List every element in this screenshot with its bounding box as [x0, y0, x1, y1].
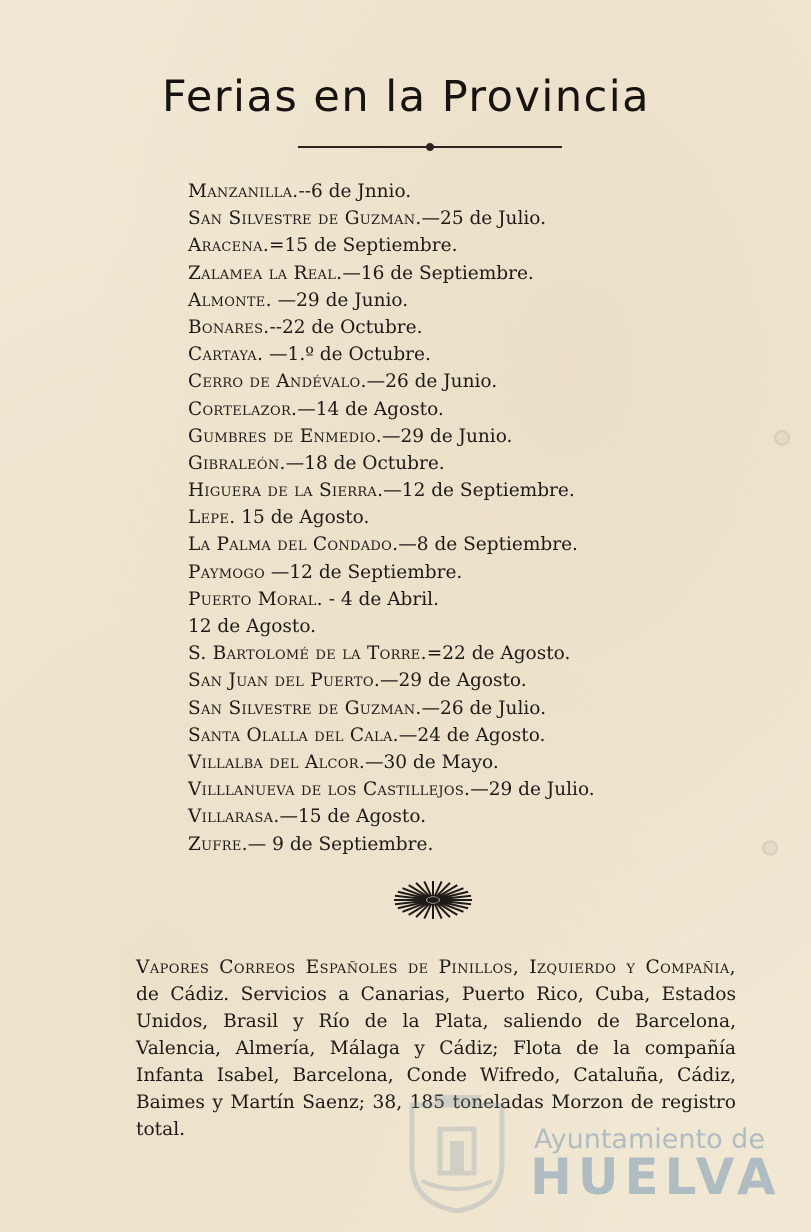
fair-entry [188, 477, 748, 504]
fair-date: —8 de Septiembre. [398, 534, 578, 556]
fair-place: San Silvestre de Guzman. [188, 697, 422, 719]
fair-entry [188, 178, 748, 205]
fair-date: —15 de Agosto. [279, 806, 427, 828]
fair-place: Zufre. [188, 833, 248, 855]
binding-hole-top [776, 432, 788, 444]
fair-place: Villalba del Alcor. [188, 751, 365, 773]
fair-date: —12 de Septiembre. [383, 480, 575, 502]
fair-entry [188, 314, 748, 341]
fair-entry [188, 396, 748, 423]
fair-entry [188, 504, 748, 531]
fair-entry [188, 586, 748, 613]
fair-entry [188, 667, 748, 694]
fair-place: Bonares. [188, 316, 270, 338]
fair-date: —26 de Julio. [421, 697, 546, 719]
fair-date: —12 de Septiembre. [265, 561, 463, 583]
fair-place: Cortelazor. [188, 398, 298, 420]
fair-date: —29 de Julio. [470, 779, 595, 801]
fair-entry [188, 803, 748, 830]
watermark-line-1: Ayuntamiento de [534, 1124, 765, 1155]
fair-date: --22 de Octubre. [269, 316, 423, 338]
fair-place: Cerro de Andévalo. [188, 371, 367, 393]
fair-date: =15 de Septiembre. [269, 235, 458, 257]
fair-entry [188, 559, 748, 586]
fair-entry [188, 368, 748, 395]
fair-place: San Silvestre de Guzman. [188, 208, 422, 230]
fair-place: Gumbres de Enmedio. [188, 425, 382, 447]
fair-entry [188, 695, 748, 722]
fair-place: Aracena. [188, 235, 270, 257]
fair-entry [188, 613, 748, 640]
watermark-line-2: HUELVA [530, 1148, 782, 1206]
fair-date: —25 de Julio. [421, 208, 546, 230]
fair-place: Higuera de la Sierra. [188, 480, 384, 502]
fair-place: S. Bartolomé de la Torre. [188, 643, 427, 665]
fair-entry [188, 531, 748, 558]
fair-place: Gibraleón. [188, 452, 286, 474]
shipping-company-name: Vapores Correos Españoles de Pinillos, Izquierdo y Compañia, [136, 957, 736, 978]
fair-entry [188, 423, 748, 450]
fair-date: =22 de Agosto. [426, 643, 571, 665]
fair-date: —26 de Junio. [366, 371, 498, 393]
fairs-list [188, 178, 748, 858]
fair-place: San Juan del Puerto. [188, 670, 381, 692]
binding-hole-bottom [764, 842, 776, 854]
shipping-notice-body: de Cádiz. Servicios a Canarias, Puerto Rico, Cuba, Estados Unidos, Brasil y Río de la Plata, saliendo de Barcelona, Valencia, Almería, Málaga y Cádiz; Flota de la compañía Infanta Isabel, Barcelona, Conde Wifredo, Cataluña, Cádiz, Baimes y Martín Saenz; 38, 185 toneladas Morzon de registro total. [136, 984, 736, 1140]
fair-place: Villarasa. [188, 806, 280, 828]
fair-place: Zalamea la Real. [188, 262, 343, 284]
fair-place: Manzanilla. [188, 181, 299, 202]
fair-place: Puerto Moral. [188, 588, 323, 610]
fair-entry [188, 831, 748, 858]
fair-date: —18 de Octubre. [285, 452, 445, 474]
fair-place: La Palma del Condado. [188, 534, 399, 556]
fair-date: —16 de Septiembre. [342, 262, 534, 284]
fair-entry [188, 640, 748, 667]
fair-date: --6 de Jnnio. [298, 181, 412, 202]
fair-date: —29 de Junio. [271, 289, 409, 311]
fair-date: —29 de Junio. [381, 425, 513, 447]
fair-date: 12 de Agosto. [188, 616, 317, 637]
coat-of-arms-watermark-icon [404, 1085, 510, 1213]
fair-place: Santa Olalla del Cala. [188, 724, 399, 746]
fair-place: Paymogo [188, 561, 266, 583]
fair-entry [188, 260, 748, 287]
fair-date: — 9 de Septiembre. [247, 833, 434, 855]
fair-date: 15 de Agosto. [235, 507, 370, 529]
fair-date: —30 de Mayo. [365, 751, 499, 773]
fair-entry [188, 205, 748, 232]
fair-date: —14 de Agosto. [297, 398, 444, 420]
fair-date: - 4 de Abril. [322, 588, 439, 610]
fair-place: Villlanueva de los Castillejos. [188, 779, 471, 801]
sunburst-ornament [392, 879, 474, 921]
fair-date: —29 de Agosto. [380, 670, 527, 692]
fair-entry [188, 232, 748, 259]
fair-place: Lepe. [188, 507, 236, 529]
fair-place: Almonte. [188, 289, 272, 311]
fair-date: —1.º de Octubre. [263, 344, 431, 366]
page-title: Ferias en la Provincia [162, 72, 651, 122]
title-divider [298, 146, 562, 148]
fair-date: —24 de Agosto. [398, 724, 546, 746]
fair-entry [188, 287, 748, 314]
fair-entry [188, 749, 748, 776]
fair-place: Cartaya. [188, 344, 264, 366]
fair-entry [188, 341, 748, 368]
fair-entry [188, 450, 748, 477]
fair-entry [188, 722, 748, 749]
fair-entry [188, 776, 748, 803]
